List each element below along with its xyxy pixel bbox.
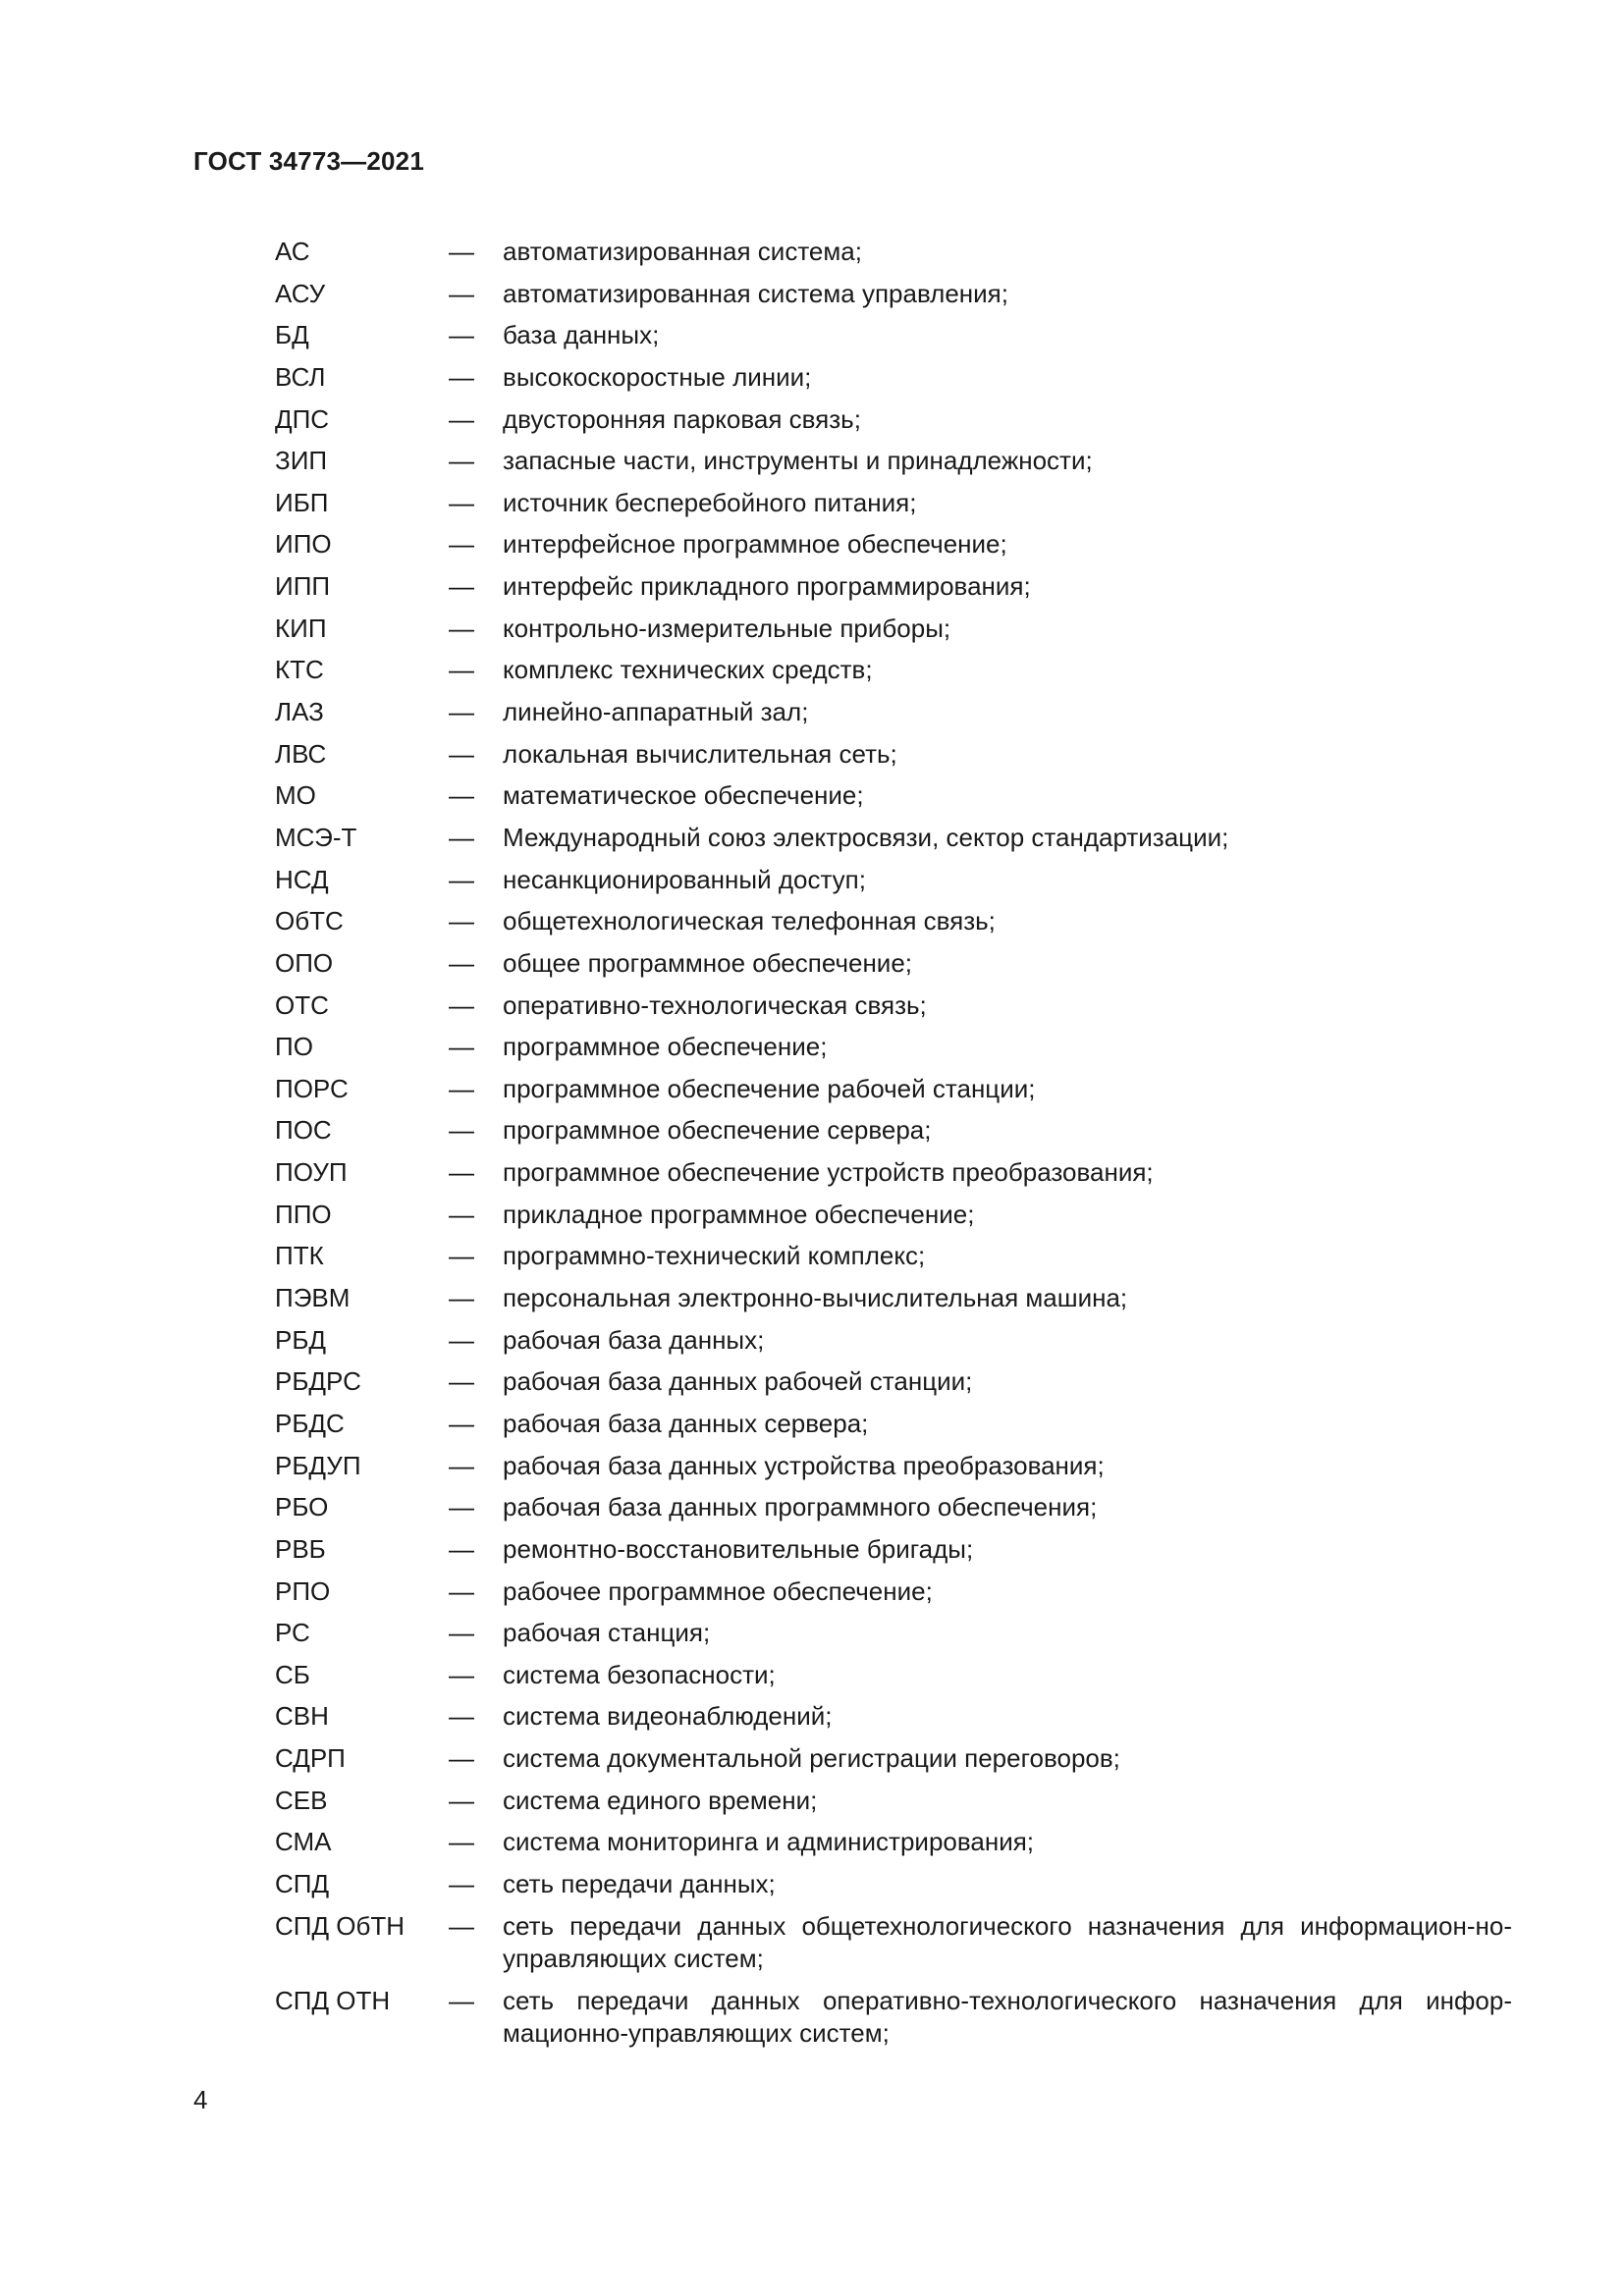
abbreviation-dash: —: [449, 529, 474, 560]
abbreviation-dash: —: [449, 403, 474, 434]
abbreviation-definition: программное обеспечение рабочей станции;: [503, 1073, 1036, 1103]
abbreviation-term: ИПП: [275, 571, 331, 602]
abbreviation-term: РБДУП: [275, 1450, 361, 1480]
abbreviation-definition: сеть передачи данных оперативно-технологического назначения для инфор-мационно-управляющих систем;: [503, 1985, 1512, 2048]
abbreviation-row: [275, 1114, 1512, 1156]
abbreviation-term: ДПС: [275, 403, 330, 434]
abbreviation-term: РБДРС: [275, 1366, 361, 1397]
abbreviation-row: [275, 1785, 1512, 1827]
abbreviation-dash: —: [449, 1073, 474, 1103]
abbreviation-definition: интерфейс прикладного программирования;: [503, 571, 1031, 602]
abbreviation-definition: автоматизированная система;: [503, 237, 862, 266]
abbreviation-dash: —: [449, 1868, 474, 1898]
abbreviation-definition: источник бесперебойного питания;: [503, 487, 917, 517]
abbreviation-term: СВН: [275, 1701, 329, 1732]
abbreviation-term: ОбТС: [275, 906, 344, 936]
abbreviation-dash: —: [449, 1701, 474, 1732]
abbreviation-dash: —: [449, 1283, 474, 1313]
abbreviation-dash: —: [449, 446, 474, 476]
abbreviation-term: МО: [275, 780, 316, 811]
abbreviation-dash: —: [449, 1533, 474, 1564]
abbreviation-term: ПОУП: [275, 1157, 348, 1188]
abbreviation-row: [275, 1826, 1512, 1868]
abbreviation-definition: прикладное программное обеспечение;: [503, 1199, 975, 1229]
abbreviation-dash: —: [449, 613, 474, 643]
abbreviation-definition: рабочая база данных сервера;: [503, 1408, 869, 1438]
abbreviation-term: СБ: [275, 1659, 310, 1689]
abbreviation-dash: —: [449, 361, 474, 392]
abbreviation-definition: контрольно-измерительные приборы;: [503, 613, 951, 643]
abbreviation-dash: —: [449, 697, 474, 727]
abbreviation-term: СПД ОТН: [275, 1985, 391, 2015]
abbreviation-definition: линейно-аппаратный зал;: [503, 697, 809, 727]
abbreviation-term: ПЭВМ: [275, 1283, 351, 1313]
abbreviation-definition: интерфейсное программное обеспечение;: [503, 529, 1007, 560]
abbreviation-row: [275, 361, 1512, 403]
page-number: 4: [193, 2085, 208, 2114]
abbreviation-row: [275, 738, 1512, 780]
abbreviation-definition: рабочая база данных устройства преобразования;: [503, 1450, 1105, 1480]
abbreviation-dash: —: [449, 320, 474, 350]
abbreviation-definition: комплекс технических средств;: [503, 655, 873, 685]
abbreviation-term: СЕВ: [275, 1785, 328, 1815]
abbreviation-row: [275, 1031, 1512, 1073]
abbreviation-term: ЛВС: [275, 738, 327, 769]
abbreviation-definition: общее программное обеспечение;: [503, 947, 913, 978]
abbreviation-row: [275, 654, 1512, 696]
abbreviation-definition: программное обеспечение;: [503, 1032, 828, 1062]
abbreviation-term: РБД: [275, 1324, 327, 1355]
abbreviation-row: [275, 1617, 1512, 1659]
abbreviation-dash: —: [449, 822, 474, 852]
abbreviation-term: ВСЛ: [275, 361, 326, 392]
abbreviation-row: [275, 487, 1512, 529]
abbreviation-row: [275, 236, 1512, 278]
abbreviation-definition: сеть передачи данных общетехнологического назначения для информацион-но-управляющих систем;: [503, 1910, 1512, 1973]
abbreviation-row: [275, 1199, 1512, 1241]
abbreviation-dash: —: [449, 1575, 474, 1606]
abbreviation-term: КИП: [275, 613, 327, 643]
abbreviation-row: [275, 822, 1512, 864]
abbreviation-dash: —: [449, 1408, 474, 1438]
abbreviation-term: МСЭ-Т: [275, 822, 357, 852]
abbreviation-definition: рабочая база данных рабочей станции;: [503, 1366, 973, 1397]
abbreviation-dash: —: [449, 1618, 474, 1648]
abbreviation-definition: запасные части, инструменты и принадлежности;: [503, 446, 1093, 476]
abbreviation-list: [275, 236, 1512, 2059]
abbreviation-dash: —: [449, 1985, 474, 2015]
abbreviation-definition: общетехнологическая телефонная связь;: [503, 906, 996, 936]
abbreviation-dash: —: [449, 1241, 474, 1271]
abbreviation-row: [275, 1575, 1512, 1618]
abbreviation-row: [275, 779, 1512, 822]
abbreviation-term: ОТС: [275, 989, 329, 1020]
abbreviation-term: РПО: [275, 1575, 331, 1606]
abbreviation-row: [275, 1282, 1512, 1324]
abbreviation-term: ЛАЗ: [275, 697, 324, 727]
abbreviation-dash: —: [449, 1199, 474, 1229]
abbreviation-dash: —: [449, 780, 474, 811]
abbreviation-dash: —: [449, 237, 474, 266]
abbreviation-term: ОПО: [275, 947, 334, 978]
abbreviation-definition: программное обеспечение сервера;: [503, 1115, 932, 1146]
abbreviation-row: [275, 1240, 1512, 1282]
abbreviation-dash: —: [449, 1450, 474, 1480]
abbreviation-definition: ремонтно-восстановительные бригады;: [503, 1533, 974, 1564]
abbreviation-term: ПТК: [275, 1241, 324, 1271]
abbreviation-row: [275, 1533, 1512, 1575]
abbreviation-term: АСУ: [275, 278, 326, 308]
abbreviation-row: [275, 613, 1512, 655]
abbreviation-term: СПД: [275, 1868, 330, 1898]
abbreviation-row: [275, 445, 1512, 487]
abbreviation-term: ПОС: [275, 1115, 332, 1146]
abbreviation-term: СДРП: [275, 1743, 346, 1774]
abbreviation-row: [275, 1156, 1512, 1199]
abbreviation-row: [275, 319, 1512, 361]
abbreviation-row: [275, 1985, 1512, 2050]
abbreviation-row: [275, 1742, 1512, 1785]
abbreviation-term: РБО: [275, 1492, 329, 1522]
abbreviation-row: [275, 1659, 1512, 1701]
abbreviation-dash: —: [449, 655, 474, 685]
abbreviation-dash: —: [449, 864, 474, 894]
abbreviation-dash: —: [449, 1910, 474, 1941]
abbreviation-term: ЗИП: [275, 446, 328, 476]
abbreviation-definition: рабочая станция;: [503, 1618, 711, 1648]
abbreviation-row: [275, 696, 1512, 738]
abbreviation-row: [275, 1910, 1512, 1975]
abbreviation-dash: —: [449, 1324, 474, 1355]
abbreviation-row: [275, 1700, 1512, 1742]
abbreviation-term: НСД: [275, 864, 329, 894]
abbreviation-definition: локальная вычислительная сеть;: [503, 738, 897, 769]
abbreviation-definition: Международный союз электросвязи, сектор стандартизации;: [503, 822, 1229, 852]
abbreviation-row: [275, 1408, 1512, 1450]
abbreviation-row: [275, 570, 1512, 613]
abbreviation-term: РБДС: [275, 1408, 345, 1438]
abbreviation-row: [275, 278, 1512, 320]
abbreviation-row: [275, 1868, 1512, 1910]
abbreviation-row: [275, 864, 1512, 906]
abbreviation-definition: двусторонняя парковая связь;: [503, 403, 861, 434]
abbreviation-term: ППО: [275, 1199, 332, 1229]
abbreviation-term: СПД ОбТН: [275, 1910, 406, 1941]
abbreviation-definition: высокоскоростные линии;: [503, 361, 812, 392]
abbreviation-definition: рабочее программное обеспечение;: [503, 1575, 933, 1606]
abbreviation-dash: —: [449, 738, 474, 769]
abbreviation-dash: —: [449, 1032, 474, 1062]
abbreviation-dash: —: [449, 1785, 474, 1815]
abbreviation-term: ИБП: [275, 487, 329, 517]
abbreviation-dash: —: [449, 1115, 474, 1146]
abbreviation-row: [275, 1324, 1512, 1366]
abbreviation-definition: система видеонаблюдений;: [503, 1701, 833, 1732]
abbreviation-dash: —: [449, 487, 474, 517]
abbreviation-definition: программно-технический комплекс;: [503, 1241, 926, 1271]
abbreviation-definition: система документальной регистрации переговоров;: [503, 1743, 1120, 1774]
abbreviation-dash: —: [449, 989, 474, 1020]
abbreviation-row: [275, 1450, 1512, 1492]
abbreviation-definition: несанкционированный доступ;: [503, 864, 866, 894]
abbreviation-term: РС: [275, 1618, 310, 1648]
abbreviation-definition: автоматизированная система управления;: [503, 278, 1008, 308]
abbreviation-definition: система безопасности;: [503, 1659, 776, 1689]
abbreviation-definition: система единого времени;: [503, 1785, 818, 1815]
abbreviation-row: [275, 947, 1512, 989]
abbreviation-term: БД: [275, 320, 309, 350]
abbreviation-dash: —: [449, 1659, 474, 1689]
abbreviation-dash: —: [449, 906, 474, 936]
abbreviation-term: АС: [275, 237, 310, 266]
abbreviation-row: [275, 403, 1512, 446]
abbreviation-dash: —: [449, 947, 474, 978]
abbreviation-definition: оперативно-технологическая связь;: [503, 989, 927, 1020]
abbreviation-definition: рабочая база данных программного обеспечения;: [503, 1492, 1098, 1522]
abbreviation-definition: математическое обеспечение;: [503, 780, 864, 811]
abbreviation-row: [275, 989, 1512, 1032]
abbreviation-term: ПОРС: [275, 1073, 349, 1103]
abbreviation-dash: —: [449, 278, 474, 308]
abbreviation-row: [275, 1365, 1512, 1408]
abbreviation-definition: персональная электронно-вычислительная машина;: [503, 1283, 1128, 1313]
abbreviation-definition: программное обеспечение устройств преобразования;: [503, 1157, 1154, 1188]
abbreviation-dash: —: [449, 1492, 474, 1522]
abbreviation-dash: —: [449, 1366, 474, 1397]
abbreviation-definition: система мониторинга и администрирования;: [503, 1827, 1035, 1857]
abbreviation-definition: база данных;: [503, 320, 660, 350]
abbreviation-term: СМА: [275, 1827, 332, 1857]
abbreviation-definition: сеть передачи данных;: [503, 1868, 776, 1898]
abbreviation-dash: —: [449, 571, 474, 602]
abbreviation-dash: —: [449, 1157, 474, 1188]
document-code-header: ГОСТ 34773—2021: [193, 146, 424, 176]
abbreviation-row: [275, 1073, 1512, 1115]
abbreviation-definition: рабочая база данных;: [503, 1324, 765, 1355]
abbreviation-dash: —: [449, 1827, 474, 1857]
abbreviation-dash: —: [449, 1743, 474, 1774]
abbreviation-term: РВБ: [275, 1533, 326, 1564]
abbreviation-row: [275, 528, 1512, 570]
abbreviation-row: [275, 1491, 1512, 1533]
abbreviation-row: [275, 905, 1512, 947]
abbreviation-term: КТС: [275, 655, 324, 685]
abbreviation-term: ИПО: [275, 529, 332, 560]
abbreviation-term: ПО: [275, 1032, 313, 1062]
